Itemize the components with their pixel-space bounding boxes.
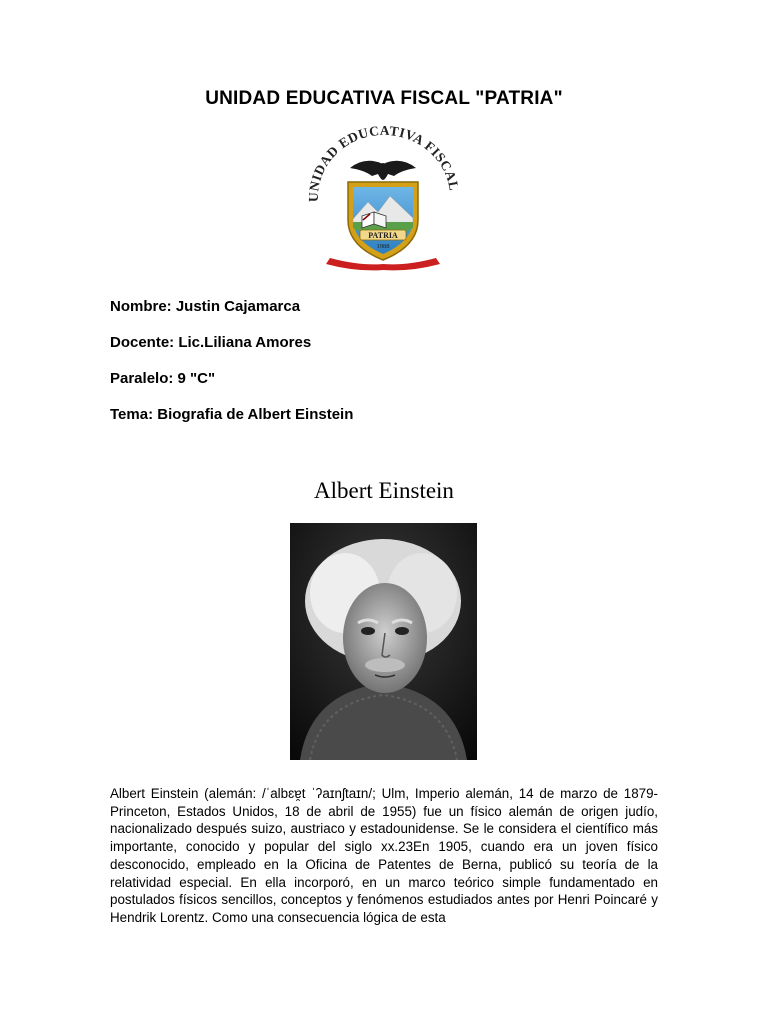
- student-name: Nombre: Justin Cajamarca: [110, 298, 301, 315]
- teacher-name: Docente: Lic.Liliana Amores: [110, 334, 312, 351]
- eagle-icon: [350, 161, 416, 180]
- logo-year: 1988: [376, 243, 390, 250]
- class-section: Paralelo: 9 "C": [110, 370, 216, 387]
- logo-banner-text: PATRIA: [368, 231, 398, 240]
- school-title: UNIDAD EDUCATIVA FISCAL "PATRIA": [205, 88, 563, 109]
- logo-arc-text: UNIDAD EDUCATIVA FISCAL: [305, 124, 462, 203]
- topic: Tema: Biografia de Albert Einstein: [110, 406, 354, 423]
- biography-text: Albert Einstein (alemán: /ˈalbɛɐ̯t ˈʔaɪnʃtaɪn/; Ulm, Imperio alemán, 14 de marzo de 1879-Princeton, Estados Unidos, 18 de abril de 1955) fue un físico alemán de origen judío, nacionalizado después suizo, austriaco y estadounidense. Se le considera el científico más importante, conocido y popular del siglo xx.23En 1905, cuando era un joven físico desconocido, empleado en la Oficina de Patentes de Berna, publicó su teoría de la relatividad especial. En ella incorporó, en un marco teórico simple fundamentado en postulados físicos sencillos, conceptos y fenómenos estudiados antes por Henri Poincaré y Hendrik Lorentz. Como una consecuencia lógica de esta: [110, 786, 658, 925]
- school-logo: [290, 124, 476, 274]
- einstein-portrait: [290, 523, 477, 760]
- biography-title: Albert Einstein: [314, 478, 454, 503]
